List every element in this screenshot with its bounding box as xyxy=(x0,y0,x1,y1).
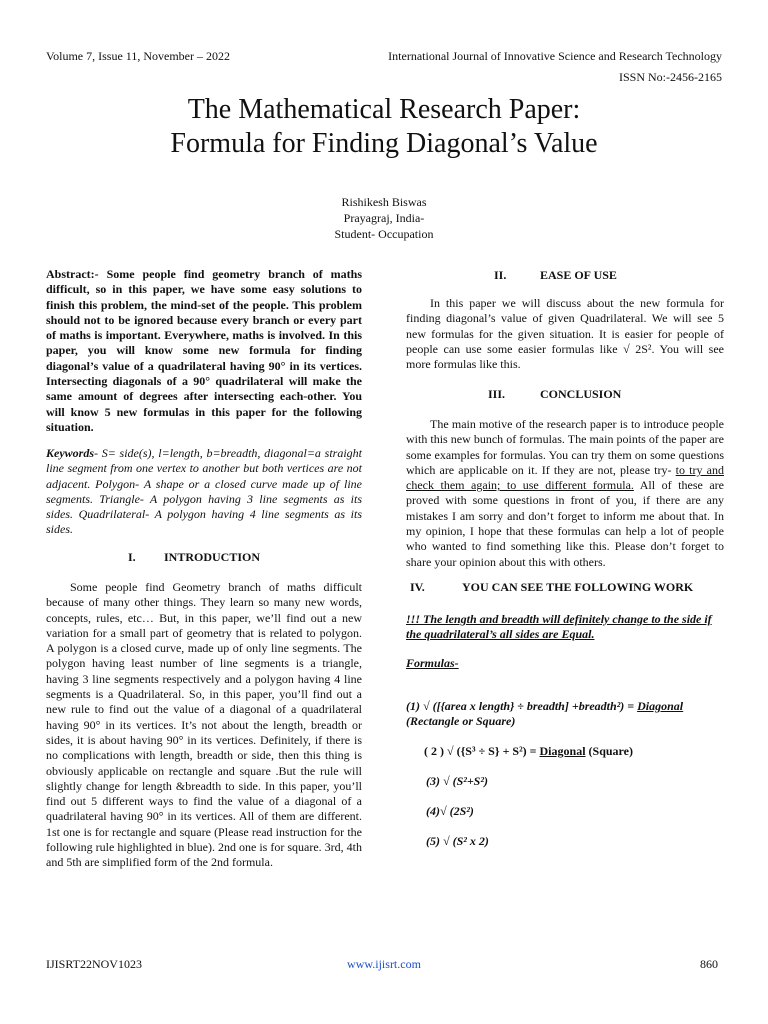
formula-2-scope: (Square) xyxy=(585,744,633,758)
section-title: INTRODUCTION xyxy=(164,550,261,564)
title-line-1: The Mathematical Research Paper: xyxy=(187,94,581,125)
author-name: Rishikesh Biswas xyxy=(341,195,427,209)
formula-3: (3) √ (S²+S²) xyxy=(426,774,488,788)
volume-info: Volume 7, Issue 11, November – 2022 xyxy=(46,49,230,63)
keywords xyxy=(46,446,362,538)
conclusion-body xyxy=(406,417,724,570)
ease-of-use-text: In this paper we will discuss about the new formula for finding diagonal’s value of given Quadrilateral. We will see 5 new formulas for the given situation. It is easier for people of people can use some easier formulas like √ 2S². You will see more formulas like this. xyxy=(406,296,724,372)
author-location: Prayagraj, India- xyxy=(343,211,425,225)
issn: ISSN No:-2456-2165 xyxy=(618,70,722,84)
formulas-label: Formulas- xyxy=(406,656,459,670)
journal-name: International Journal of Innovative Science and Research Technology xyxy=(388,49,722,63)
conclusion-text-b: All of these are proved with some questions in front of you, if there are any mistakes I am sorry and don’t forget to inform me about that. In my opinion, I hope that these formulas can help a lot of people who wanted to find something like this. Please don’t forget to share your opinion about this with others. xyxy=(406,478,724,569)
section-heading-work xyxy=(410,580,693,594)
author-block xyxy=(0,194,768,242)
formula-1-expression: (1) √ ([{area x length} ÷ breadth] +breadth²) = xyxy=(406,699,638,713)
introduction-text: Some people find Geometry branch of maths difficult because of many other things. They learn so many new words, concepts, rules, etc… But, in this paper, we’ll find out a new variation for a small part of geometry that is related to polygon. A polygon is a closed curve, made up of only line segments. The polygon having least number of line segments is a triangle, having 3 line segments respectively and a polygon having 4 line segments is a Quadrilateral. So, in this paper, you’ll find out a new rule to find out the value of a diagonal of a quadrilateral having 90° in its vertices. It’s not about the length, breadth or sides, it is about having 90° in its vertices. Definitely, if there is no complications with length, breadth or side, then this thing is obviously applicable on rectangle and square .But the rule will slightly change for length &breadth to side. In this paper, you’ll find out 5 different ways to find the value of a diagonal of a quadrilateral having 90° in its vertices. All of them are different. 1st one is for rectangle and square (Please read instruction for the following rule highlighted in blue). 2nd one is for square. 3rd, 4th and 5th are simplified form of the 2nd formula. xyxy=(46,580,362,870)
formula-2-expression: ( 2 ) √ ({S³ ÷ S} + S²) = xyxy=(424,744,540,758)
section-title: YOU CAN SEE THE FOLLOWING WORK xyxy=(462,580,694,594)
formula-1 xyxy=(406,699,726,729)
section-heading-introduction xyxy=(128,550,260,564)
work-note: !!! The length and breadth will definitely change to the side if the quadrilateral’s all sides are Equal. xyxy=(406,612,712,641)
keywords-text: - S= side(s), l=length, b=breadth, diagonal=a straight line segment from one vertex to another but both vertices are not adjacent. Polygon- A shape or a closed curve made up of line segments. Triangle- A polygon having 3 line segments as its sides. Quadrilateral- A polygon having 4 line segments as its sides. xyxy=(46,446,362,537)
formula-1-result: Diagonal xyxy=(637,699,684,713)
formula-4: (4)√ (2S²) xyxy=(426,804,474,818)
footer-url-link[interactable]: www.ijisrt.com xyxy=(347,957,421,971)
section-number: II. xyxy=(494,268,507,282)
section-heading-ease-of-use xyxy=(494,268,617,282)
section-number: IV. xyxy=(410,580,425,594)
formula-5: (5) √ (S² x 2) xyxy=(426,834,489,848)
section-heading-conclusion xyxy=(488,387,621,401)
conclusion-underlined: to try and check them again; to use different formula. xyxy=(406,462,724,493)
footer-code: IJISRT22NOV1023 xyxy=(46,957,142,971)
abstract-text: Some people find geometry branch of maths difficult, so in this paper, we have some easy solutions to finish this problem, the mind-set of the people. This problem should not to be ignored because every branch or every part of maths is important. Everywhere, maths is involved. In this paper, you will know some new formula for finding diagonal’s value of a quadrilateral having 90° in its vertices. Intersecting diagonals of a 90° quadrilateral will make the same amount of degrees after intersecting each-other. You will know 5 new formulas in this paper for the following situation. xyxy=(46,267,363,434)
introduction-body xyxy=(46,580,362,871)
abstract-label: Abstract:- xyxy=(46,267,99,281)
author-occupation: Student- Occupation xyxy=(334,227,434,241)
ease-of-use-body xyxy=(406,296,724,372)
formula-1-scope: (Rectangle or Square) xyxy=(406,714,516,728)
conclusion-text-a: The main motive of the research paper is to introduce people with this new bunch of formulas. The main points of the paper are some examples for formulas. You can try them on some questions which are applicable on it. If they are not, please try- xyxy=(406,417,724,477)
abstract xyxy=(46,267,362,435)
section-title: CONCLUSION xyxy=(540,387,622,401)
title-line-2: Formula for Finding Diagonal’s Value xyxy=(170,128,598,159)
formula-2 xyxy=(424,744,633,759)
section-number: III. xyxy=(488,387,506,401)
formula-2-result: Diagonal xyxy=(539,744,586,758)
paper-title xyxy=(0,93,768,161)
keywords-label: Keywords xyxy=(46,446,94,460)
section-title: EASE OF USE xyxy=(540,268,617,282)
section-number: I. xyxy=(128,550,136,564)
page-number: 860 xyxy=(700,957,718,971)
